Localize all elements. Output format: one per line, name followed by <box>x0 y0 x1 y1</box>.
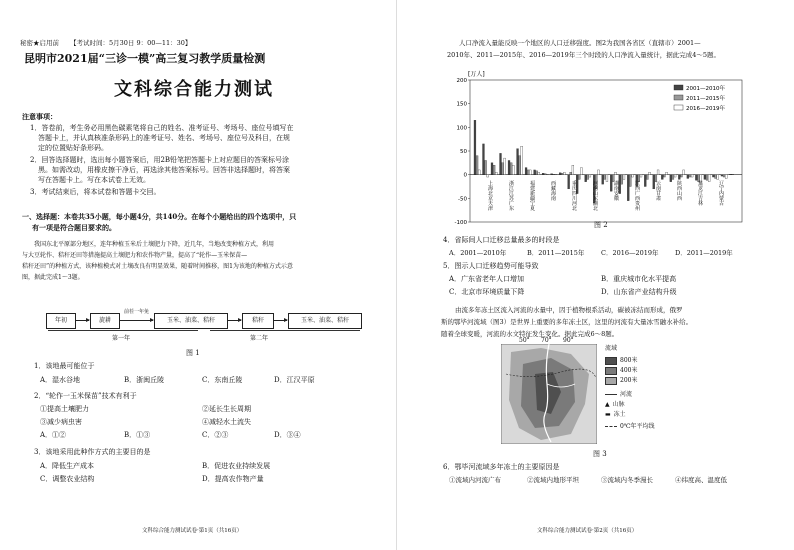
chart-bar <box>512 165 514 174</box>
chart-bar <box>527 170 529 175</box>
figure-3-caption: 图 3 <box>593 450 607 458</box>
figure-1-caption: 图 1 <box>186 349 200 357</box>
isotherm-icon <box>605 426 617 427</box>
intro-line: 与大豆轮作、秸秆还田等措施提高土壤肥力和农作物产量，提高了“轮作—玉米保苗— <box>22 252 248 259</box>
ob-river-basin-map <box>501 337 597 444</box>
chart-bar <box>517 149 519 175</box>
flow-arrow <box>273 320 287 321</box>
y-tick-label: -100 <box>454 220 467 226</box>
q2-item: ④减轻水土流失 <box>202 418 251 426</box>
chart-bar <box>683 170 685 175</box>
legend-label: 山脉 <box>612 401 625 408</box>
chart-bar <box>678 175 680 180</box>
flow-brace-year1 <box>48 330 198 331</box>
flow-box: 秸秆 <box>242 313 274 329</box>
chart-bar <box>491 163 493 175</box>
chart-bar <box>544 174 546 175</box>
chart-bar <box>485 160 487 174</box>
chart-bar <box>476 156 478 175</box>
chart-bar <box>580 168 582 175</box>
chart-bar <box>474 120 476 174</box>
chart-bar <box>672 175 674 180</box>
y-tick-label: 0 <box>463 172 467 179</box>
header-title: 昆明市2021届“三诊一模”高三复习教学质量检测 <box>24 52 266 65</box>
chart-bar <box>725 175 727 179</box>
legend-swatch <box>674 105 683 110</box>
legend-label: 2001—2010年 <box>686 86 725 92</box>
q2-item: ①提高土壤肥力 <box>40 405 89 413</box>
question-2: 2．“轮作一玉米保苗”技术有利于 <box>34 392 137 400</box>
chart-bar <box>585 175 587 182</box>
flow-box: 玉米、油菜、秸秆 <box>288 313 362 329</box>
option: ②流域内地形平坦 <box>527 476 579 484</box>
flow-arrow <box>227 320 241 321</box>
legend-label: 200米 <box>620 377 638 384</box>
chart-bar <box>604 175 606 180</box>
category-label: 上海北京天津 <box>487 180 493 211</box>
category-label: 陕西山西 <box>676 180 682 201</box>
option: ③流域内冬季漫长 <box>601 476 653 484</box>
chart-bar <box>649 172 651 174</box>
chart-bar <box>578 175 580 180</box>
chart-bar <box>723 175 725 177</box>
question-3: 3．该地采用此种作方式的主要目的是 <box>34 448 151 456</box>
note-line: 定的位置贴好条形码。 <box>38 144 108 152</box>
category-label: 福建新疆宁夏 <box>529 180 535 211</box>
flow-arrow <box>119 320 153 321</box>
chart-bar <box>536 171 538 175</box>
legend-basin: 流域 <box>605 345 618 352</box>
flow-brace-year2 <box>210 330 360 331</box>
option: B．浙闽丘陵 <box>124 376 165 384</box>
chart-bar <box>521 146 523 174</box>
option: D．提高农作物产量 <box>202 475 264 483</box>
chart-bar <box>508 160 510 174</box>
chart-bar <box>657 170 659 175</box>
q2-item: ②延长生长周期 <box>202 405 251 413</box>
chart-bar <box>597 170 599 175</box>
legend-label: 800米 <box>620 357 638 364</box>
y-tick-label: 50 <box>460 149 467 155</box>
chart-bar <box>629 175 631 187</box>
chart-bar <box>606 175 608 182</box>
legend-label: 河流 <box>620 391 633 398</box>
option: C．东南丘陵 <box>202 376 243 384</box>
map-lat-label: 70° <box>541 337 552 344</box>
legend-swatch <box>674 95 683 100</box>
chart-bar <box>695 175 697 181</box>
chart-bar <box>572 165 574 174</box>
option: C．北京市环境质量下降 <box>449 288 525 296</box>
chart-bar <box>619 175 621 194</box>
figure-2-caption: 图 2 <box>594 221 608 229</box>
map-legend <box>605 344 695 444</box>
passage-line: 斯的鄂毕河流域（图3）是世界上重要的多年冻土区，这里的河流有大量冰雪融水补给。 <box>441 318 693 326</box>
page-footer: 文科综合能力测试试卷·第2页（共16页） <box>537 528 638 534</box>
mountain-icon: ▲ <box>605 401 610 408</box>
note-line: 2．回答选择题时，选出每小题答案后，用2B铅笔把答题卡上对应题目的答案标号涂 <box>30 156 290 164</box>
question-4: 4．省际间人口迁移总量最多的时段是 <box>443 236 560 244</box>
chart-bar <box>691 175 693 177</box>
intro-line: 2010年、2011—2015年、2016—2019年三个时段的人口净流入量统计，据此完成4～5题。 <box>447 51 720 59</box>
section-title: 一、选择题：本卷共35小题，每小题4分，共140分。在每个小题给出的四个选项中，只 <box>22 212 297 221</box>
chart-bar <box>559 173 561 175</box>
chart-bar <box>542 173 544 174</box>
chart-bar <box>674 175 676 177</box>
note-line: 写在答题卡上。写在本试卷上无效。 <box>38 176 150 184</box>
chart-bar <box>666 172 668 174</box>
note-line: 1．答卷前，考生务必用黑色碳素笔将自己的姓名、准考证号、考场号、座位号填写在 <box>30 124 294 132</box>
option: D．③④ <box>274 431 301 439</box>
option: ④纬度高、温度低 <box>675 476 727 484</box>
legend-label: 0℃年平均线 <box>620 423 655 430</box>
option: B．促进农业持续发展 <box>202 462 271 470</box>
legend-label: 2011—2015年 <box>686 96 725 102</box>
map-lat-label: 50° <box>519 337 530 344</box>
chart-bar <box>621 175 623 184</box>
flow-box: 旋耕 <box>90 313 120 329</box>
legend-label: 2016—2019年 <box>686 106 725 112</box>
chart-bar <box>610 175 612 192</box>
chart-bar <box>670 175 672 182</box>
category-label: 浙江江苏广东 <box>508 180 514 211</box>
question-5: 5．图示人口迁移趋势可能导致 <box>443 262 539 270</box>
y-tick-label: 150 <box>456 101 467 108</box>
chart-bar <box>568 175 570 189</box>
option: A．2001—2010年 <box>449 249 507 257</box>
chart-bar <box>510 163 512 175</box>
chart-bar <box>561 173 563 174</box>
legend-swatch <box>605 357 617 365</box>
category-label: 重庆四川河北 <box>571 180 577 211</box>
chart-bar <box>483 144 485 175</box>
chart-bar <box>661 175 663 180</box>
notes-title: 注意事项： <box>22 112 57 121</box>
category-label: 云南甘肃 <box>655 180 661 201</box>
option: D．山东省产业结构升级 <box>601 288 677 296</box>
intro-line: 人口净流入量能反映一个地区的人口迁移强度。图2为我国各省区（直辖市）2001— <box>459 39 701 47</box>
y-tick-label: -50 <box>458 196 467 203</box>
passage-line: 随着全球变暖，河流的水文特征发生变化。据此完成6～8题。 <box>441 330 619 338</box>
page-footer: 文科综合能力测试试卷·第1页（共16页） <box>142 528 243 534</box>
chart-bar <box>502 163 504 175</box>
flow-arrow-label: 前茬一年免 <box>124 309 150 315</box>
note-line: 黑。如需改动，用橡皮擦干净后，再选涂其他答案标号。回答非选择题时，将答案 <box>38 166 290 174</box>
category-label: 辽宁内蒙古 <box>718 180 724 206</box>
chart-bar <box>487 175 489 177</box>
flow-year1: 第一年 <box>112 335 131 342</box>
chart-bar <box>632 175 634 177</box>
intro-line: 我国东北平原部分地区，连年种植玉米后土壤肥力下降，近几年，当地改变种植方式，利用 <box>34 241 275 248</box>
chart-bar <box>644 175 646 187</box>
category-label: 黑龙江吉林 <box>697 180 703 206</box>
chart-bar <box>687 175 689 179</box>
population-flow-chart <box>442 66 747 228</box>
chart-bar <box>708 175 710 182</box>
option: D．2011—2019年 <box>675 249 733 257</box>
category-label: 湖南安徽 <box>613 180 619 201</box>
frozen-soil-icon: ▬ <box>605 411 611 418</box>
legend-swatch <box>605 377 617 385</box>
chart-bar <box>712 175 714 177</box>
option: A．①② <box>40 431 67 439</box>
option: A．广东省老年人口增加 <box>449 275 525 283</box>
chart-bar <box>706 175 708 181</box>
note-line: 答题卡上，并认真核准条形码上的准考证号、姓名、考场号、座位号及科目，在规 <box>38 134 290 142</box>
basin-map-graphic <box>501 344 597 444</box>
option: B．2011—2015年 <box>527 249 585 257</box>
flow-year2: 第二年 <box>250 335 269 342</box>
chart-bar <box>623 175 625 180</box>
legend-swatch <box>674 85 683 90</box>
passage-line: 由流多年冻土区流入河流的水量中，因于植物根系活动，碳被冻结而形成，俄罗 <box>455 306 683 314</box>
chart-bar <box>534 170 536 175</box>
chart-bar <box>525 168 527 175</box>
river-icon <box>605 394 617 395</box>
flow-arrow <box>75 320 89 321</box>
chart-bar <box>640 175 642 177</box>
chart-bar <box>504 158 506 175</box>
option: C．2016—2019年 <box>601 249 659 257</box>
legend-label: 400米 <box>620 367 638 374</box>
category-label: 河南山东湖北 <box>592 180 598 211</box>
intro-line: 图，据此完成1～3题。 <box>22 274 84 281</box>
chart-bar <box>663 175 665 177</box>
chart-bar <box>570 172 572 174</box>
flow-box: 玉米、油菜、秸秆 <box>154 313 228 329</box>
chart-bar <box>500 153 502 174</box>
exam-time: 【考试时间：5月30日 9：00—11：30】 <box>70 39 192 47</box>
right-page <box>397 0 794 550</box>
category-label: 江西广西贵州 <box>634 180 640 211</box>
question-1: 1．该地最可能位于 <box>34 362 95 370</box>
section-title-2: 有一项是符合题目要求的。 <box>32 223 116 232</box>
option: A．降低生产成本 <box>40 462 95 470</box>
option: D．江汉平原 <box>274 376 315 384</box>
chart-bar <box>493 165 495 174</box>
intro-line: 秸秆还田”的种植方式，该种植模式对土壤改良有明显效果，随着时间推移，图1为该地的种植方式示意 <box>22 263 293 270</box>
chart-bar <box>529 170 531 175</box>
chart-bar <box>689 175 691 177</box>
chart-bar <box>563 172 565 174</box>
chart-bar <box>715 175 717 179</box>
question-6: 6．鄂毕河流域多年冻土的主要原因是 <box>443 463 560 471</box>
option: ①流域内河流广布 <box>449 476 501 484</box>
q2-item: ③减少病虫害 <box>40 418 82 426</box>
chart-bar <box>602 175 604 184</box>
y-axis-label: [万人] <box>468 71 485 78</box>
chart-bar <box>519 156 521 175</box>
chart-bar <box>587 175 589 180</box>
legend-label: 冻土 <box>613 411 626 418</box>
chart-bar <box>478 170 480 175</box>
chart-bar <box>721 175 723 176</box>
chart-bar <box>538 172 540 174</box>
chart-bar <box>627 175 629 201</box>
option: A．湿水谷地 <box>40 376 81 384</box>
chart-bar <box>615 172 617 174</box>
chart-bar <box>495 172 497 174</box>
secret-label: 秘密★启用前 <box>20 39 59 47</box>
chart-bar <box>646 175 648 180</box>
option: C．调整农业结构 <box>40 475 95 483</box>
category-label: 西藏海南 <box>550 180 556 201</box>
map-lat-label: 90° <box>563 337 574 344</box>
y-tick-label: 100 <box>456 125 467 132</box>
chart-bar <box>717 175 719 180</box>
chart-bar <box>681 175 683 177</box>
y-tick-label: 200 <box>456 78 467 84</box>
legend-swatch <box>605 367 617 375</box>
chart-bar <box>551 174 553 175</box>
chart-bar <box>704 175 706 180</box>
option: B．①③ <box>124 431 151 439</box>
note-line: 3．考试结束后，将本试卷和答题卡交回。 <box>30 188 161 196</box>
option: C．②③ <box>202 431 229 439</box>
chart-bar <box>589 175 591 177</box>
flow-box: 年初 <box>46 313 76 329</box>
option: B．重庆城市化水平提高 <box>601 275 677 283</box>
main-title: 文科综合能力测试 <box>114 79 274 100</box>
